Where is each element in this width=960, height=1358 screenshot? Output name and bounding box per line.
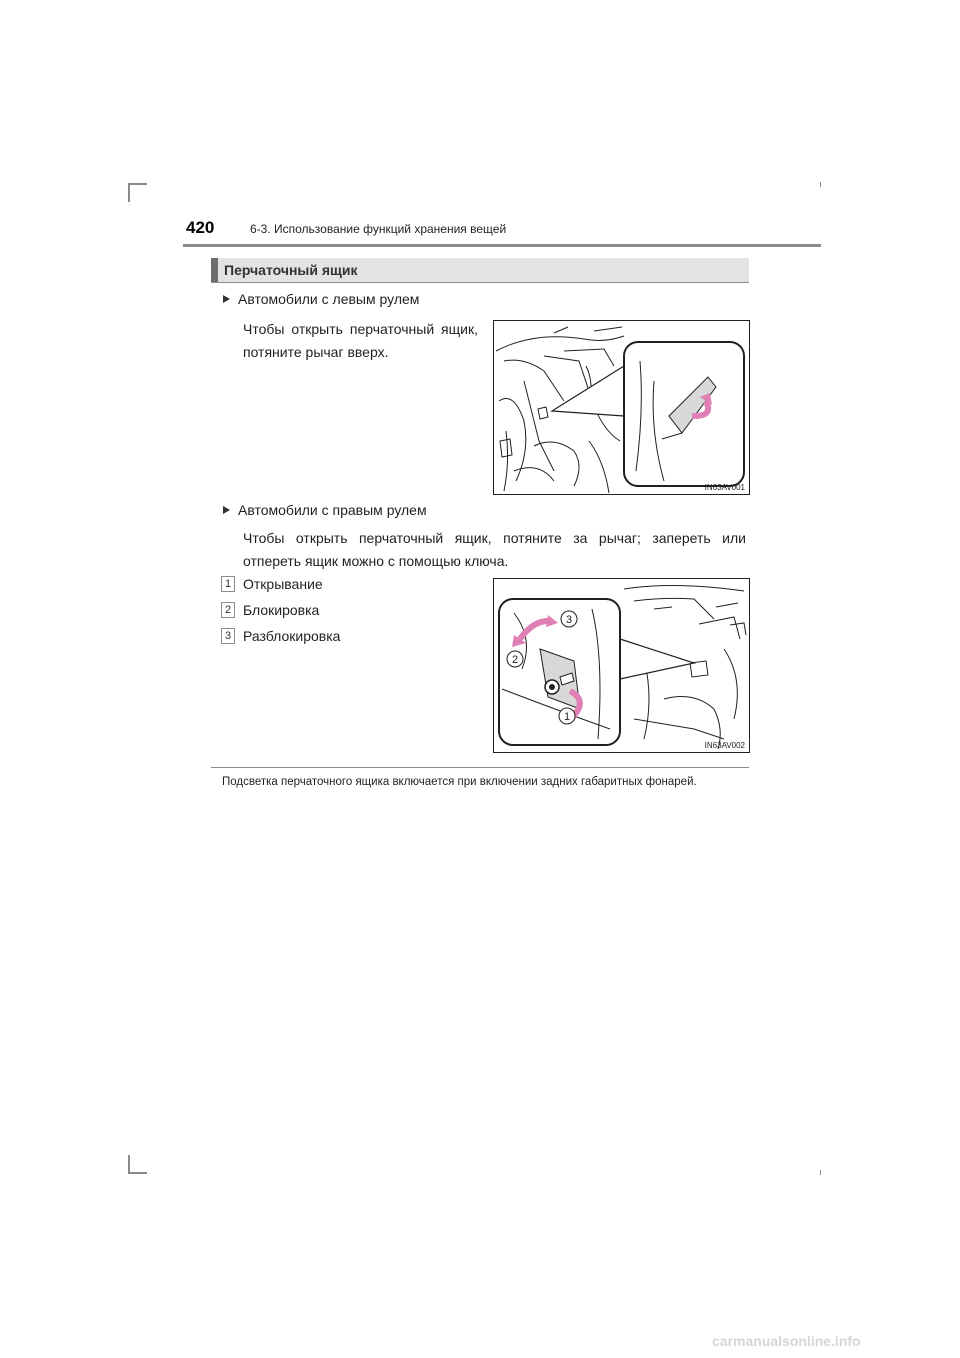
- rhd-item-2: [221, 602, 235, 618]
- rhd-item-3-label: Разблокировка: [243, 628, 341, 644]
- note-rule: [211, 767, 749, 768]
- callout-label-2: 2: [511, 654, 519, 666]
- watermark: carmanualsonline.info: [712, 1333, 861, 1349]
- callout-pointer: [552, 366, 624, 416]
- item-number-badge: 2: [221, 602, 235, 618]
- triangle-bullet-icon: [223, 295, 230, 303]
- item-number-badge: 3: [221, 628, 235, 644]
- section-title: 6-3. Использование функций хранения вещей: [250, 222, 507, 236]
- section-title-underline: [211, 282, 749, 283]
- crop-dot-top-right: [820, 182, 821, 187]
- rhd-heading-text: Автомобили с правым рулем: [238, 502, 427, 518]
- callout-pointer: [620, 639, 694, 679]
- crop-mark-top-left-v: [128, 183, 130, 202]
- lhd-dashboard-illustration: [494, 321, 749, 494]
- lhd-figure-code: IN63AV001: [704, 483, 745, 492]
- rhd-text-line1: Чтобы открыть перчаточный ящик, потяните за рычаг; запереть или: [243, 530, 746, 546]
- lhd-heading-text: Автомобили с левым рулем: [238, 291, 420, 307]
- rhd-item-1-label: Открывание: [243, 576, 323, 592]
- rhd-figure-code: IN63AV002: [704, 741, 745, 750]
- rhd-heading: [223, 502, 427, 518]
- item-number-badge: 1: [221, 576, 235, 592]
- lhd-glovebox-figure: [493, 320, 750, 495]
- rhd-item-2-label: Блокировка: [243, 602, 320, 618]
- rhd-text-line2: отпереть ящик можно с помощью ключа.: [243, 553, 509, 569]
- lhd-heading: [223, 291, 419, 307]
- page-number: 420: [186, 218, 215, 237]
- callout-label-3: 3: [565, 614, 573, 626]
- header-rule: [183, 244, 821, 247]
- crop-mark-bottom-left-h: [128, 1172, 147, 1174]
- triangle-bullet-icon: [223, 506, 230, 514]
- callout-label-1: 1: [563, 711, 571, 723]
- section-title-accent: [211, 258, 218, 282]
- rhd-item-3: [221, 628, 235, 644]
- section-heading: Перчаточный ящик: [224, 262, 358, 278]
- rhd-dashboard-illustration: [494, 579, 749, 752]
- crop-dot-bottom-right: [820, 1170, 821, 1175]
- rhd-item-1: [221, 576, 235, 592]
- note-text: Подсветка перчаточного ящика включается при включении задних габаритных фонарей.: [222, 776, 697, 788]
- rhd-glovebox-figure: [493, 578, 750, 753]
- lhd-text-line1: Чтобы открыть перчаточный ящик,: [243, 321, 478, 337]
- crop-mark-top-left-h: [128, 183, 147, 185]
- lhd-text-line2: потяните рычаг вверх.: [243, 344, 389, 360]
